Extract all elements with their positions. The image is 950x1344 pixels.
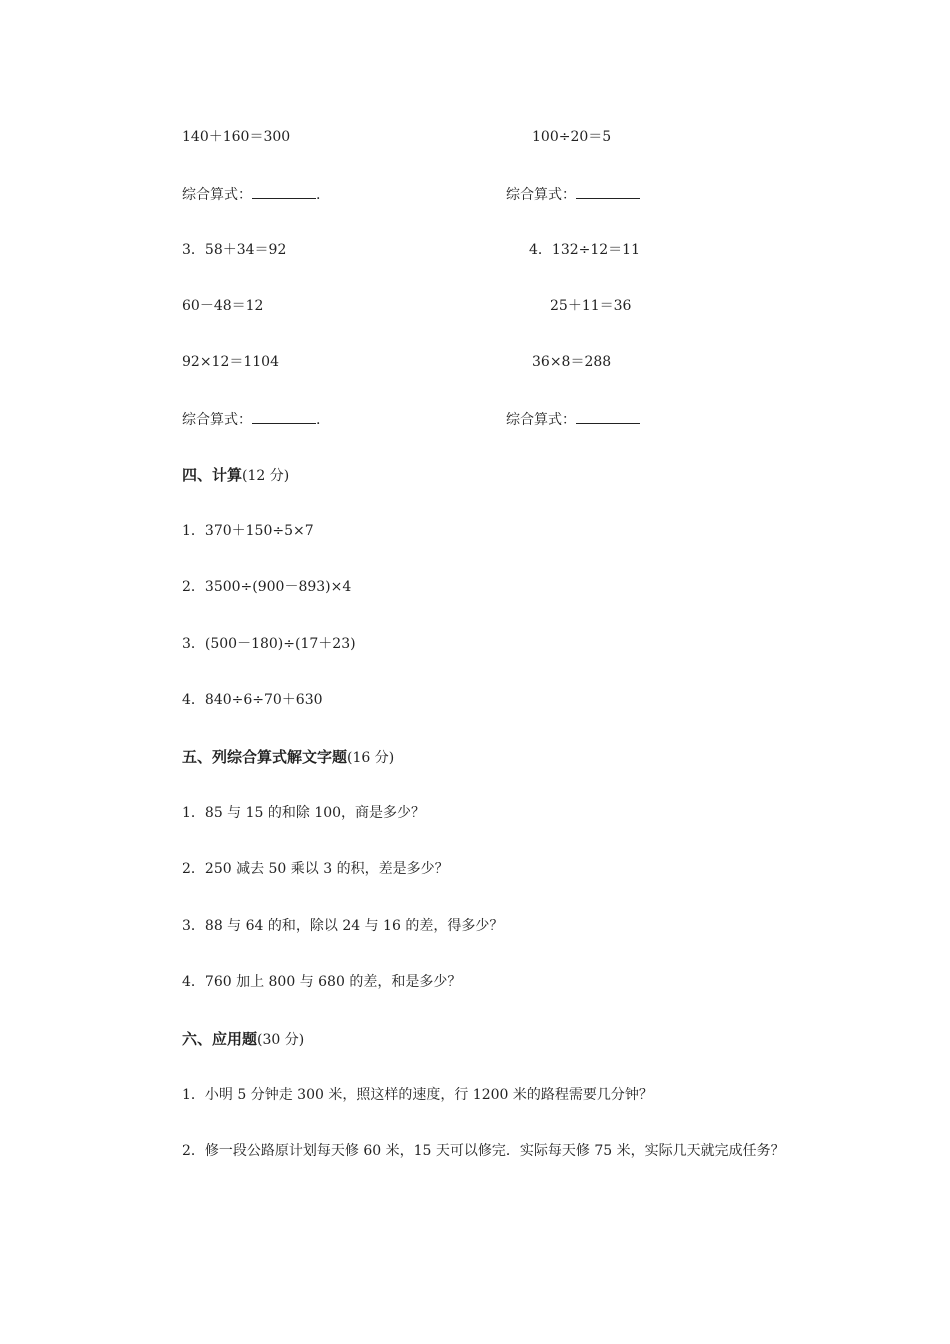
answer-line-left-2 xyxy=(182,409,320,430)
answer-blank[interactable] xyxy=(576,409,640,424)
section-points: (16 分) xyxy=(347,750,395,766)
section-5-heading xyxy=(182,747,394,768)
q4-line-1: 4．132÷12＝11 xyxy=(529,242,640,258)
q3-line-2: 60－48＝12 xyxy=(182,298,264,314)
q3-line-3: 92×12＝1104 xyxy=(182,354,279,370)
answer-tail: . xyxy=(316,187,321,203)
application-problem-1: 1．小明 5 分钟走 300 米，照这样的速度，行 1200 米的路程需要几分钟？ xyxy=(182,1087,653,1103)
answer-line-right-1 xyxy=(506,184,640,205)
word-problem-2: 2．250 减去 50 乘以 3 的积，差是多少？ xyxy=(182,861,449,877)
answer-label: 综合算式： xyxy=(506,187,576,203)
section-title: 五、列综合算式解文字题 xyxy=(182,748,348,766)
section-6-heading xyxy=(182,1029,304,1050)
word-problem-4: 4．760 加上 800 与 680 的差，和是多少？ xyxy=(182,974,462,990)
answer-label: 综合算式： xyxy=(182,187,252,203)
answer-blank[interactable] xyxy=(252,184,316,199)
application-problem-2: 2．修一段公路原计划每天修 60 米，15 天可以修完．实际每天修 75 米，实际几天就完成任务？ xyxy=(182,1143,785,1159)
section-title: 六、应用题 xyxy=(182,1030,258,1048)
calc-item-4: 4．840÷6÷70＋630 xyxy=(182,692,323,708)
calc-item-1: 1．370＋150÷5×7 xyxy=(182,523,314,539)
answer-label: 综合算式： xyxy=(182,412,252,428)
answer-tail: . xyxy=(316,412,321,428)
equation-140-plus-160: 140＋160＝300 xyxy=(182,129,291,145)
section-points: (30 分) xyxy=(257,1032,305,1048)
q3-line-1: 3．58＋34＝92 xyxy=(182,242,287,258)
q4-line-2: 25＋11＝36 xyxy=(550,298,632,314)
section-points: (12 分) xyxy=(242,468,290,484)
answer-line-right-2 xyxy=(506,409,640,430)
answer-label: 综合算式： xyxy=(506,412,576,428)
word-problem-1: 1．85 与 15 的和除 100，商是多少？ xyxy=(182,805,426,821)
calc-item-2: 2．3500÷(900－893)×4 xyxy=(182,579,352,595)
section-title: 四、计算 xyxy=(182,466,243,484)
calc-item-3: 3．(500－180)÷(17＋23) xyxy=(182,636,356,652)
section-4-heading xyxy=(182,465,289,486)
answer-blank[interactable] xyxy=(576,184,640,199)
equation-100-div-20: 100÷20＝5 xyxy=(532,129,612,145)
q4-line-3: 36×8＝288 xyxy=(532,354,612,370)
answer-line-left-1 xyxy=(182,184,320,205)
word-problem-3: 3．88 与 64 的和，除以 24 与 16 的差，得多少？ xyxy=(182,918,504,934)
answer-blank[interactable] xyxy=(252,409,316,424)
